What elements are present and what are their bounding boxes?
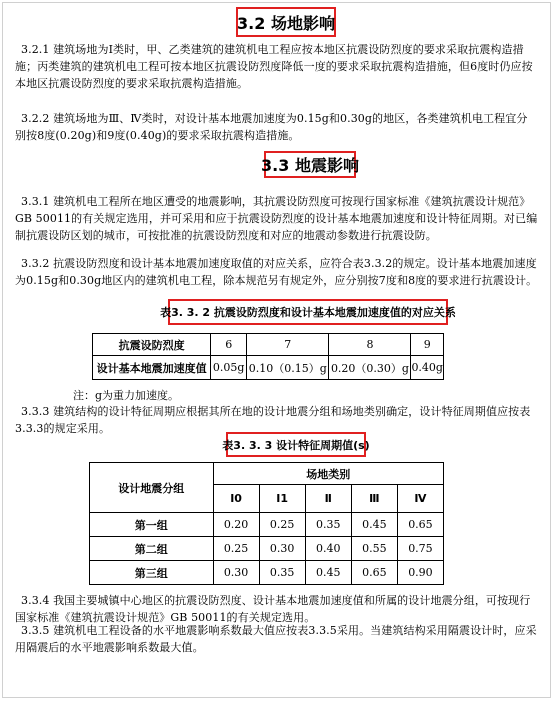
table-cell: 0.20（0.30）g <box>329 356 411 380</box>
site-class-cell: Ⅰ1 <box>259 485 305 513</box>
clause-3-3-1: 3.3.1 建筑机电工程所在地区遭受的地震影响，其抗震设防烈度可按现行国家标准《建筑抗震设计规范》GB 50011的有关规定选用，并可采用和应于抗震设防烈度的设计基本地震加速度和设计特征周期。对已编制抗震设防区划的城市，可按批准的抗震设防烈度和对应的地震动参数进行抗震设防。 <box>15 195 538 242</box>
clause-3-3-2: 3.3.2 抗震设防烈度和设计基本地震加速度取值的对应关系，应符合表3.3.2的规定。设计基本地震加速度为0.15g和0.30g地区内的建筑机电工程，除本规范另有规定外，应分别按7度和8度的要求进行抗震设计。 <box>15 257 538 287</box>
clause-3-2-2: 3.2.2 建筑场地为Ⅲ、Ⅳ类时，对设计基本地震加速度为0.15g和0.30g的地区，各类建筑机电工程宜分别按8度(0.20g)和9度(0.40g)的要求采取抗震构造措施。 <box>15 112 528 142</box>
table-cell: 0.35 <box>305 513 351 537</box>
table-cell: 0.30 <box>213 561 259 585</box>
site-class-cell: Ⅳ <box>397 485 443 513</box>
table-cell: 0.10（0.15）g <box>247 356 329 380</box>
table-row <box>90 537 444 561</box>
site-header-cell: 场地类别 <box>213 463 443 485</box>
table-cell: 0.40g <box>411 356 444 380</box>
section-3-3-heading: 3.3 地震影响 <box>264 151 356 178</box>
table-row <box>90 513 444 537</box>
table-cell: 0.25 <box>213 537 259 561</box>
table-3-3-2-caption: 表3. 3. 2 抗震设防烈度和设计基本地震加速度值的对应关系 <box>168 299 448 325</box>
table-cell: 0.75 <box>397 537 443 561</box>
group-cell: 第二组 <box>90 537 214 561</box>
table-row <box>90 463 444 485</box>
site-class-cell: Ⅱ <box>305 485 351 513</box>
group-cell: 第三组 <box>90 561 214 585</box>
table-cell: 0.65 <box>351 561 397 585</box>
site-class-cell: Ⅰ0 <box>213 485 259 513</box>
table-row <box>93 356 444 380</box>
table-row <box>93 334 444 356</box>
table-3-3-2 <box>92 333 444 380</box>
clause-3-3-5: 3.3.5 建筑机电工程设备的水平地震影响系数最大值应按表3.3.5采用。当建筑结构采用隔震设计时，应采用隔震后的水平地震影响系数最大值。 <box>15 624 537 654</box>
section-3-2-heading: 3.2 场地影响 <box>236 7 336 37</box>
clause-3-2-1: 3.2.1 建筑场地为Ⅰ类时，甲、乙类建筑的建筑机电工程应按本地区抗震设防烈度的要求采取抗震构造措施；丙类建筑的建筑机电工程可按本地区抗震设防烈度降低一度的要求采取抗震构造措施，但6度时仍应按本地区抗震设防烈度的要求采取抗震构造措施。 <box>15 43 533 90</box>
table-cell: 7 <box>247 334 329 356</box>
group-header-cell: 设计地震分组 <box>90 463 214 513</box>
clause-3-3-3: 3.3.3 建筑结构的设计特征周期应根据其所在地的设计地震分组和场地类别确定，设计特征周期值应按表3.3.3的规定采用。 <box>15 405 531 435</box>
table-cell: 0.45 <box>305 561 351 585</box>
table-3-3-3-caption: 表3. 3. 3 设计特征周期值(s) <box>226 432 366 457</box>
table-row <box>90 561 444 585</box>
header-cell: 设计基本地震加速度值 <box>93 356 211 380</box>
group-cell: 第一组 <box>90 513 214 537</box>
site-class-cell: Ⅲ <box>351 485 397 513</box>
table-cell: 6 <box>211 334 247 356</box>
table-cell: 0.05g <box>211 356 247 380</box>
header-cell: 抗震设防烈度 <box>93 334 211 356</box>
table-cell: 0.55 <box>351 537 397 561</box>
table-cell: 8 <box>329 334 411 356</box>
table-cell: 0.20 <box>213 513 259 537</box>
table-cell: 0.30 <box>259 537 305 561</box>
table-cell: 0.35 <box>259 561 305 585</box>
table-cell: 0.45 <box>351 513 397 537</box>
table-cell: 9 <box>411 334 444 356</box>
table-cell: 0.25 <box>259 513 305 537</box>
clause-3-3-4: 3.3.4 我国主要城镇中心地区的抗震设防烈度、设计基本地震加速度值和所属的设计地震分组，可按现行国家标准《建筑抗震设计规范》GB 50011的有关规定选用。 <box>15 594 531 624</box>
table-note: 注：g为重力加速度。 <box>73 389 180 402</box>
table-cell: 0.65 <box>397 513 443 537</box>
table-cell: 0.90 <box>397 561 443 585</box>
table-3-3-3 <box>89 462 444 585</box>
table-cell: 0.40 <box>305 537 351 561</box>
